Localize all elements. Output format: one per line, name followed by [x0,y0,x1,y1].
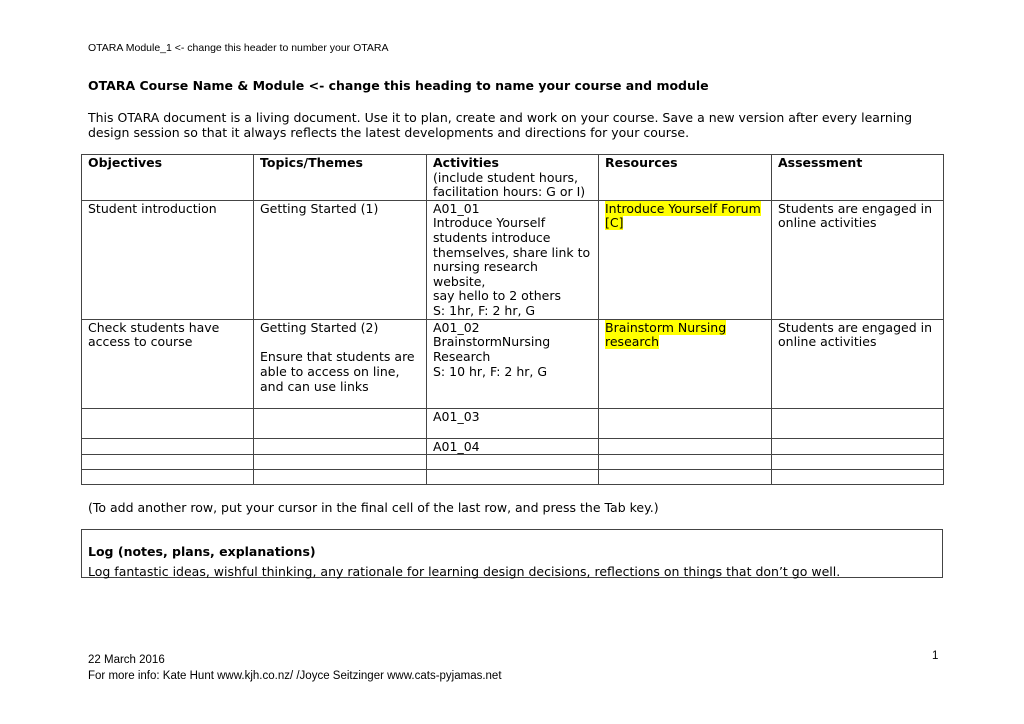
activity-cell[interactable] [427,470,599,485]
resource-cell[interactable] [599,408,772,438]
running-header: OTARA Module_1 <- change this header to number your OTARA [88,42,389,54]
table-row [82,455,944,470]
highlighted-resource: Brainstorm Nursing [605,319,727,335]
objective-cell[interactable] [82,470,254,485]
resource-cell[interactable] [599,200,772,319]
column-header-assessment: Assessment [772,155,944,201]
table-row [82,319,944,408]
table-row [82,438,944,455]
column-header-objectives: Objectives [82,155,254,201]
topic-cell[interactable] [254,455,427,470]
page-footer [88,652,502,684]
topic-cell[interactable]: Getting Started (2) Ensure that students are able to access on line, and can use links [254,319,427,408]
objective-cell[interactable]: Student introduction [82,200,254,319]
topic-cell[interactable] [254,438,427,455]
intro-paragraph: This OTARA document is a living document. Use it to plan, create and work on your course. Save a new version after every learning design session so that it always reflects the latest developments and directions for your course. [88,110,913,140]
log-title: Log (notes, plans, explanations) [88,544,316,559]
resource-cell[interactable] [599,438,772,455]
log-box[interactable] [81,529,943,578]
objective-cell[interactable] [82,408,254,438]
resource-cell[interactable] [599,319,772,408]
table-row [82,200,944,319]
add-row-note: (To add another row, put your cursor in the final cell of the last row, and press the Tab key.) [88,500,659,515]
highlighted-resource: [C] [605,215,624,231]
column-header-resources: Resources [599,155,772,201]
highlighted-resource: research [605,334,660,350]
topic-cell[interactable] [254,470,427,485]
table-header-row [82,155,944,201]
assessment-cell[interactable] [772,438,944,455]
table-row [82,470,944,485]
activity-cell[interactable]: A01_03 [427,408,599,438]
activities-subheader-line: (include student hours, [433,169,579,185]
document-heading: OTARA Course Name & Module <- change this heading to name your course and module [88,78,709,93]
assessment-cell[interactable] [772,455,944,470]
column-header-topics: Topics/Themes [254,155,427,201]
log-text: Log fantastic ideas, wishful thinking, any rationale for learning design decisions, reflections on things that don’t go well. [88,564,841,579]
assessment-cell[interactable] [772,408,944,438]
assessment-cell[interactable]: Students are engaged in online activities [772,200,944,319]
highlighted-resource: Introduce Yourself Forum [605,200,761,216]
activities-subheader-line: facilitation hours: G or I) [433,184,586,200]
activity-cell[interactable]: A01_02 BrainstormNursing Research S: 10 hr, F: 2 hr, G [427,319,599,408]
assessment-cell[interactable] [772,470,944,485]
objective-cell[interactable] [82,455,254,470]
table-row [82,408,944,438]
assessment-cell[interactable]: Students are engaged in online activities [772,319,944,408]
activity-cell[interactable]: A01_04 [427,438,599,455]
topic-cell[interactable]: Getting Started (1) [254,200,427,319]
footer-info: For more info: Kate Hunt www.kjh.co.nz/ /Joyce Seitzinger www.cats-pyjamas.net [88,670,502,682]
page-number: 1 [932,650,939,662]
objective-cell[interactable] [82,438,254,455]
objective-cell[interactable]: Check students have access to course [82,319,254,408]
topic-detail: Ensure that students are able to access on line, and can use links [260,349,415,394]
activity-cell[interactable]: A01_01 Introduce Yourself students introduce themselves, share link to nursing research website, say hello to 2 others S: 1hr, F: 2 hr, G [427,200,599,319]
footer-date: 22 March 2016 [88,654,165,666]
otara-plan-table [81,154,944,485]
resource-cell[interactable] [599,455,772,470]
activity-cell[interactable] [427,455,599,470]
resource-cell[interactable] [599,470,772,485]
column-header-activities: Activities (include student hours, facilitation hours: G or I) [427,155,599,201]
topic-cell[interactable] [254,408,427,438]
